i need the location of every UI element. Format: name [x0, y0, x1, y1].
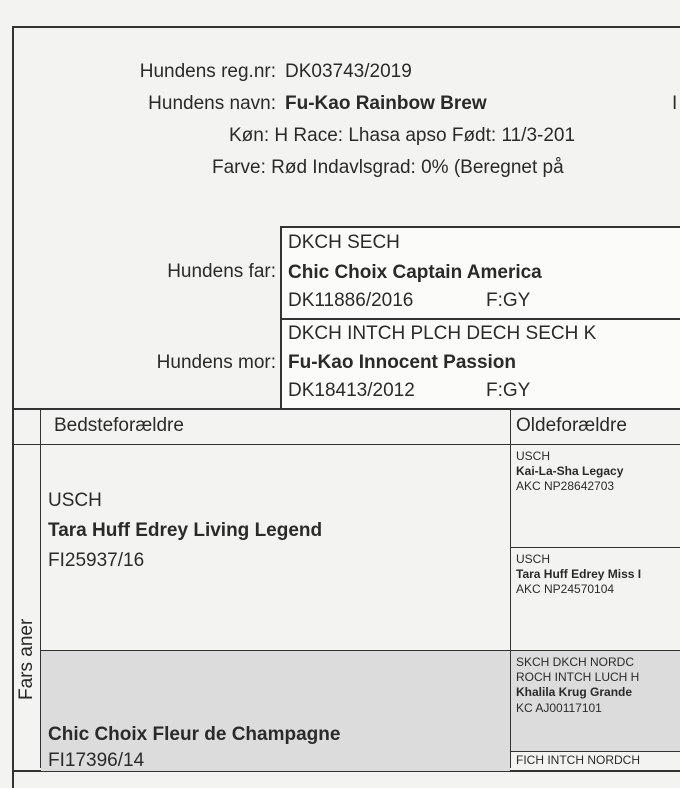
reg-value: DK03743/2019	[285, 61, 412, 82]
sire-reg: DK11886/2016	[288, 290, 414, 311]
gg1-reg: AKC NP28642703	[516, 479, 615, 493]
gp1-reg: FI25937/16	[48, 550, 145, 571]
gp2-name: Chic Choix Fleur de Champagne	[48, 724, 341, 745]
gg3-cell	[511, 651, 680, 751]
color-inbreeding: Farve: Rød Indavlsgrad: 0% (Beregnet på	[212, 157, 564, 178]
reg-label: Hundens reg.nr:	[139, 61, 276, 82]
sex-race-born: Køn: H Race: Lhasa apso Født: 11/3-201	[229, 125, 576, 146]
dam-reg: DK18413/2012	[288, 380, 415, 401]
gg-divider-3	[510, 751, 680, 752]
gg1-cell	[511, 445, 680, 547]
gg2-name: Tara Huff Edrey Miss I	[516, 567, 642, 581]
gg1-titles: USCH	[516, 449, 551, 463]
sire-name: Chic Choix Captain America	[288, 262, 542, 283]
gg1-name: Kai-La-Sha Legacy	[516, 464, 624, 478]
gg3-titles1: SKCH DKCH NORDC	[516, 655, 635, 669]
dam-name: Fu-Kao Innocent Passion	[288, 352, 517, 373]
col-greatgrandparents: Oldeforældre	[516, 415, 627, 436]
gp2-reg: FI17396/14	[48, 750, 145, 771]
sire-color: F:GY	[486, 290, 531, 311]
name-trailing: I	[672, 93, 678, 114]
gg3-reg: KC AJ00117101	[516, 701, 602, 715]
parents-divider	[282, 318, 680, 320]
dam-label: Hundens mor:	[156, 352, 276, 373]
dam-color: F:GY	[486, 380, 531, 401]
col-grandparents: Bedsteforældre	[54, 415, 184, 436]
gg2-cell	[511, 548, 680, 650]
dam-titles: DKCH INTCH PLCH DECH SECH K	[288, 323, 597, 344]
name-value: Fu-Kao Rainbow Brew	[285, 93, 487, 114]
sire-label: Hundens far:	[167, 261, 276, 282]
gg4-titles: FICH INTCH NORDCH	[516, 753, 640, 767]
gp1-titles: USCH	[48, 490, 102, 511]
name-label: Hundens navn:	[148, 93, 276, 114]
gg3-titles2: ROCH INTCH LUCH H	[516, 670, 640, 684]
sire-titles: DKCH SECH	[288, 232, 400, 253]
gg3-name: Khalila Krug Grande	[516, 685, 633, 699]
parents-box	[280, 226, 680, 410]
gg2-reg: AKC NP24570104	[516, 582, 615, 596]
side-label-fars-aner: Fars aner	[16, 618, 37, 700]
gg2-titles: USCH	[516, 552, 551, 566]
gp1-name: Tara Huff Edrey Living Legend	[48, 520, 323, 541]
